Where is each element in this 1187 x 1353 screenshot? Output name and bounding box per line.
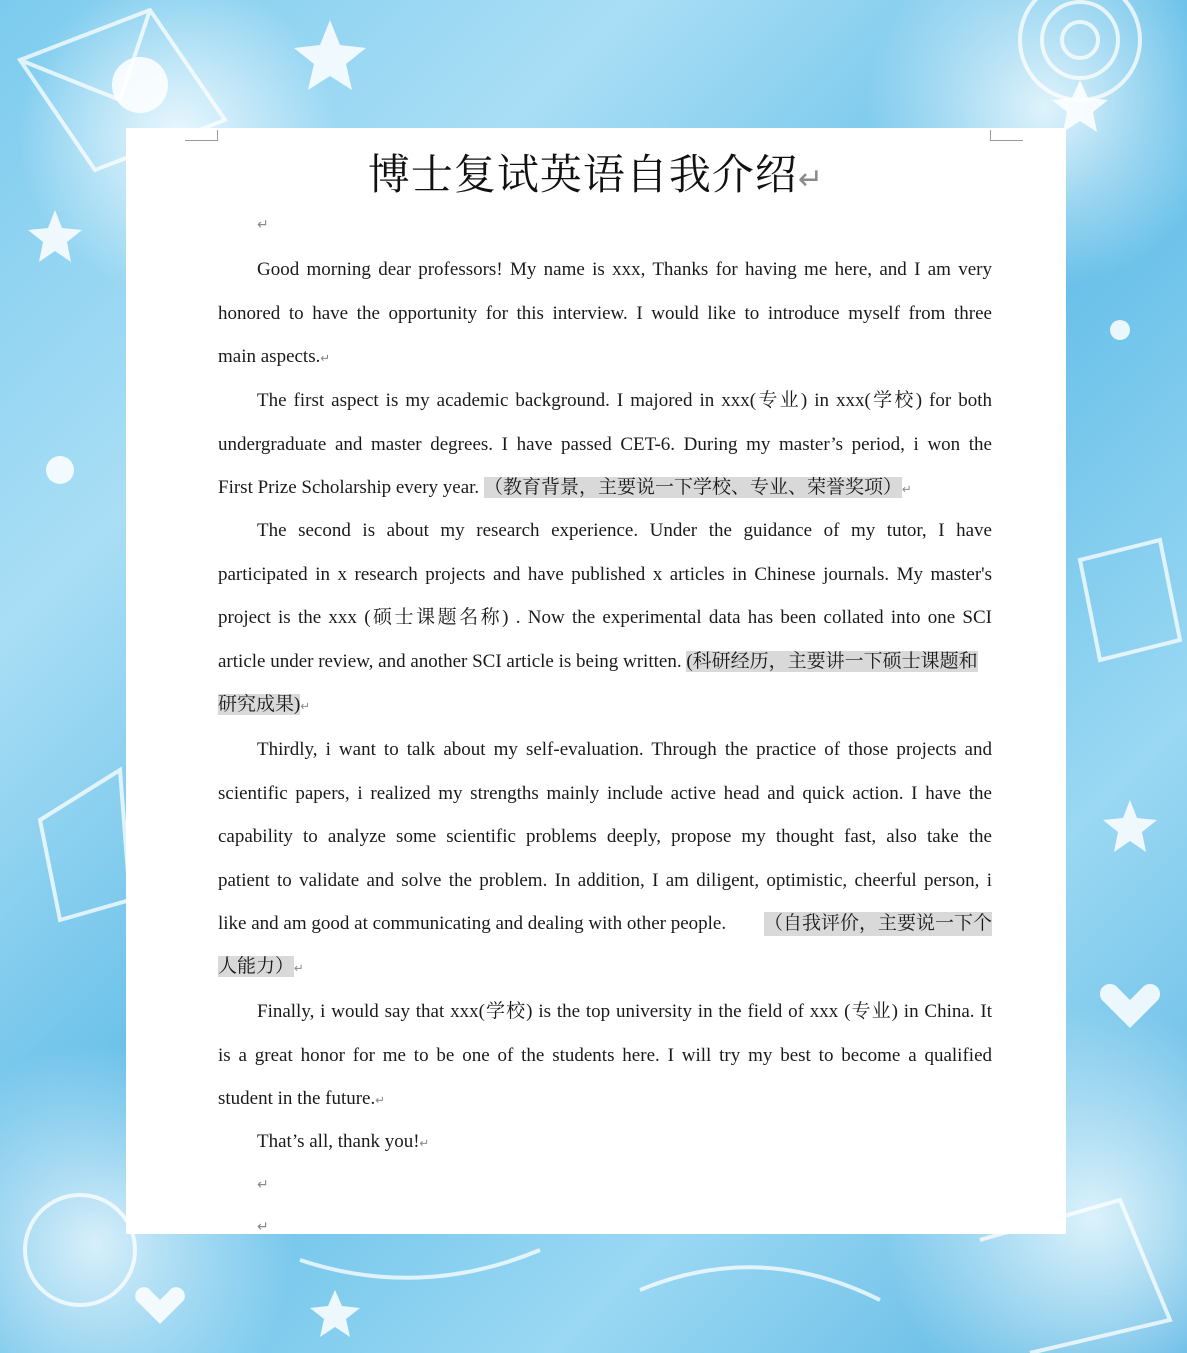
text-line: project is the xxx (硕士课题名称) . Now the experimental data has been collated into one SCI: [218, 607, 992, 628]
text-line: The first aspect is my academic background. I majored in xxx(专业) in xxx(学校) for both: [257, 390, 992, 411]
paragraph-mark: ↵: [901, 482, 912, 496]
text-line: participated in x research projects and have published x articles in Chinese journals. My master's: [218, 564, 992, 585]
paragraph-mark: ↵: [797, 162, 825, 197]
text-line: That’s all, thank you!↵: [257, 1131, 430, 1152]
crop-mark-top-right: [990, 130, 1023, 141]
text-line: Finally, i would say that xxx(学校) is the top university in the field of xxx (专业) in China. It: [257, 1001, 992, 1022]
text-line: Good morning dear professors! My name is xxx, Thanks for having me here, and I am very: [257, 259, 992, 280]
paragraph-mark: ↵: [294, 961, 304, 975]
text-line: First Prize Scholarship every year. （教育背景，主要说一下学校、专业、荣誉奖项）↵: [218, 477, 912, 498]
paragraph-mark: ↵: [300, 699, 311, 713]
text-line: is a great honor for me to be one of the students here. I will try my best to become a qualified: [218, 1045, 992, 1066]
highlighted-annotation: 人能力）: [218, 956, 295, 977]
paragraph-mark: ↵: [419, 1136, 430, 1150]
text-line: [218, 955, 992, 980]
crop-mark-top-left: [185, 130, 218, 141]
text-line: patient to validate and solve the problem. In addition, I am diligent, optimistic, cheerful person, i: [218, 870, 992, 891]
highlighted-annotation: （教育背景，主要说一下学校、专业、荣誉奖项）: [483, 477, 902, 498]
paragraph-mark: ↵: [257, 1177, 269, 1193]
empty-paragraph: [257, 1176, 269, 1194]
text-line: student in the future.↵: [218, 1088, 386, 1109]
highlighted-annotation: （自我评价，主要说一下个: [763, 913, 992, 934]
paragraph-mark: ↵: [320, 351, 331, 365]
text-line: like and am good at communicating and dealing with other people. （自我评价，主要说一下个: [218, 913, 992, 934]
text-line: undergraduate and master degrees. I have passed CET-6. During my master’s period, i won the: [218, 434, 992, 455]
highlighted-annotation: (科研经历，主要讲一下硕士课题和: [686, 651, 978, 672]
empty-paragraph: [257, 216, 269, 234]
document-title: 博士复试英语自我介绍↵: [367, 150, 825, 199]
text-line: [218, 693, 992, 718]
text-line: capability to analyze some scientific problems deeply, propose my thought fast, also take the: [218, 826, 992, 847]
text-line: honored to have the opportunity for this interview. I would like to introduce myself from three: [218, 303, 992, 324]
document-page: [126, 128, 1066, 1234]
paragraph-mark: ↵: [257, 1219, 269, 1235]
text-line: Thirdly, i want to talk about my self-evaluation. Through the practice of those projects and: [257, 739, 992, 760]
text-line: The second is about my research experience. Under the guidance of my tutor, I have: [257, 520, 992, 541]
empty-paragraph: [257, 1218, 269, 1236]
paragraph-mark: ↵: [375, 1093, 386, 1107]
text-line: main aspects.↵: [218, 346, 331, 367]
highlighted-annotation: 研究成果): [218, 694, 301, 715]
paragraph-mark: ↵: [257, 217, 269, 233]
text-line: scientific papers, i realized my strengths mainly include active head and quick action. I have the: [218, 783, 992, 804]
text-line: article under review, and another SCI article is being written. (科研经历，主要讲一下硕士课题和: [218, 651, 978, 672]
